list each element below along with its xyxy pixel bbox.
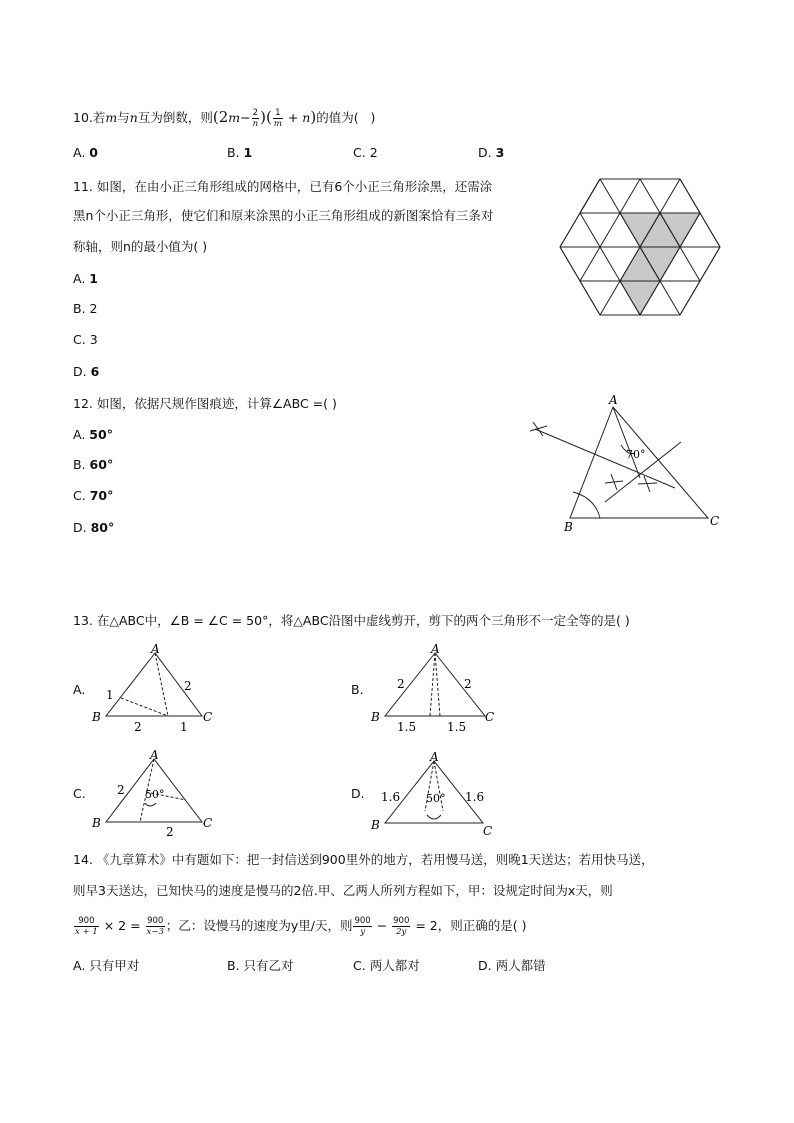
fraction: $\frac{900}{y}$ (354, 916, 371, 937)
q11-option-b: B. 2 (73, 301, 98, 316)
hexagon-triangle-grid-figure (555, 172, 725, 322)
svg-text:B: B (92, 710, 101, 724)
svg-text:C: C (483, 824, 493, 838)
svg-text:2: 2 (166, 825, 174, 839)
q14-line2: 则早3天送达，已知快马的速度是慢马的2倍.甲、乙两人所列方程如下，甲：设规定时间为x天，则 (73, 883, 613, 898)
q13-option-d-figure (367, 745, 497, 845)
q11-option-c: C. 3 (73, 332, 98, 347)
q12-construction-figure (525, 390, 725, 540)
shaded-triangles (620, 213, 700, 315)
q10-option-c: C. 2 (353, 145, 378, 160)
q14-line3: $\frac{900}{x + 1}$ × 2 = $\frac{900}{x-3}$ ；乙：设慢马的速度为y里/天，则 $\frac{900}{y}$ − $\frac{900}{2y}$ = 2，则正确的是( ) (75, 916, 527, 937)
q13-option-b-letter: B. (351, 682, 364, 697)
q11-line1: 11. 如图，在由小正三角形组成的网格中，已有6个小正三角形涂黑，还需涂 (73, 179, 493, 194)
svg-text:2: 2 (184, 679, 192, 693)
q14-line1: 14. 《九章算术》中有题如下：把一封信送到900里外的地方，若用慢马送，则晚1天送达；若用快马送， (73, 852, 654, 867)
svg-text:C: C (485, 710, 495, 724)
svg-text:1.5: 1.5 (447, 720, 467, 734)
svg-text:1.6: 1.6 (465, 790, 485, 804)
svg-text:1: 1 (106, 688, 114, 702)
q14-option-a: A. 只有甲对 (73, 958, 140, 973)
q13-option-a-figure (88, 640, 218, 740)
fraction: $\frac{2}{n}$ (252, 108, 259, 129)
q11-option-d: D. 6 (73, 364, 100, 379)
svg-text:A: A (430, 750, 439, 764)
q10-stem: 10.若m与n互为倒数，则(2m− $\frac{2}{n}$ )( $\frac{1}{m}$ + n)的值为( ) (73, 108, 376, 129)
q13-option-d-letter: D. (351, 786, 365, 801)
fraction: $\frac{900}{2y}$ (393, 916, 410, 937)
q10-option-b: B. 1 (227, 145, 253, 160)
q11-option-a: A. 1 (73, 271, 98, 286)
q14-option-c: C. 两人都对 (353, 958, 420, 973)
q13-option-a-letter: A. (73, 682, 86, 697)
q11-line2: 黑n个小正三角形，使它们和原来涂黑的小正三角形组成的新图案恰有三条对 (73, 208, 494, 223)
q13-option-c-figure (88, 745, 218, 845)
svg-text:B: B (371, 710, 380, 724)
svg-text:2: 2 (134, 720, 142, 734)
q10-number: 10. (73, 110, 93, 125)
q13-stem: 13. 在△ABC中，∠B = ∠C = 50°，将△ABC沿图中虚线剪开，剪下的两个三角形不一定全等的是( ) (73, 613, 630, 628)
svg-text:B: B (371, 818, 380, 832)
svg-text:50°: 50° (426, 792, 446, 805)
svg-text:2: 2 (397, 677, 405, 691)
svg-text:2: 2 (117, 783, 125, 797)
q12-option-b: B. 60° (73, 457, 114, 472)
svg-text:2: 2 (464, 677, 472, 691)
q13-option-c-letter: C. (73, 786, 86, 801)
svg-text:50°: 50° (145, 788, 165, 801)
fraction: $\frac{900}{x-3}$ (146, 916, 164, 937)
q12-label-b: B (564, 520, 573, 534)
svg-text:A: A (150, 748, 159, 762)
q10-option-d: D. 3 (478, 145, 505, 160)
q12-angle-label: 70° (626, 448, 646, 461)
q12-stem: 12. 如图，依据尺规作图痕迹，计算∠ABC =( ) (73, 396, 337, 411)
svg-text:B: B (92, 816, 101, 830)
svg-text:1.6: 1.6 (381, 790, 401, 804)
svg-text:C: C (203, 710, 213, 724)
q12-option-a: A. 50° (73, 427, 113, 442)
q13-option-b-figure (367, 640, 497, 740)
svg-text:1: 1 (180, 720, 188, 734)
q12-option-c: C. 70° (73, 488, 114, 503)
q10-option-a: A. 0 (73, 145, 98, 160)
svg-text:1.5: 1.5 (397, 720, 417, 734)
svg-text:A: A (431, 642, 440, 656)
fraction: $\frac{900}{x + 1}$ (75, 916, 98, 937)
q12-label-a: A (609, 393, 618, 407)
svg-text:A: A (151, 642, 160, 656)
svg-text:C: C (203, 816, 213, 830)
fraction: $\frac{1}{m}$ (273, 108, 282, 129)
q14-option-b: B. 只有乙对 (227, 958, 294, 973)
q12-option-d: D. 80° (73, 520, 115, 535)
q12-label-c: C (710, 514, 720, 528)
q14-option-d: D. 两人都错 (478, 958, 546, 973)
q11-line3: 称轴，则n的最小值为( ) (73, 239, 208, 254)
